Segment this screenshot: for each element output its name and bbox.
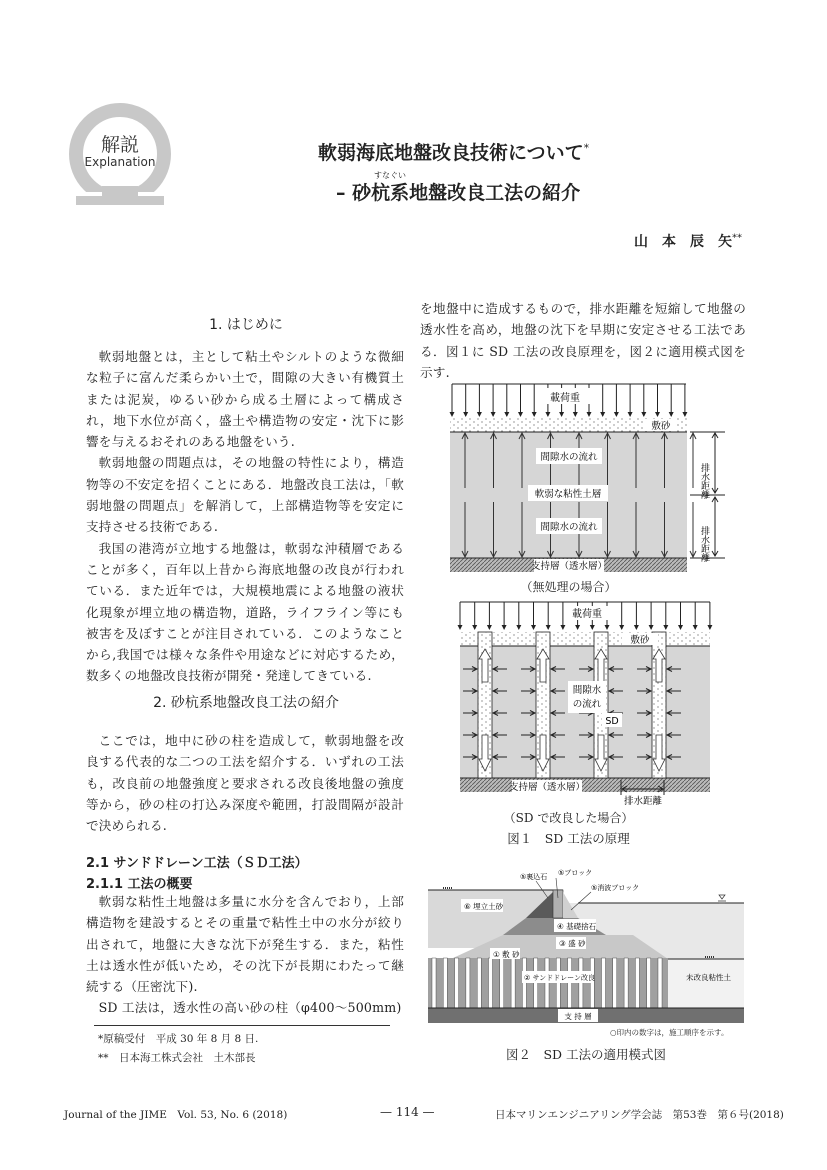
footnote-1: *原稿受付 平成 30 年 8 月 8 日.: [98, 1033, 259, 1045]
figure2-caption: 図２ SD 工法の適用模式図: [505, 1047, 667, 1062]
sand-drain: [477, 958, 481, 1008]
sand-drain: [624, 958, 628, 1008]
label-bearing: 支 持 層: [564, 1012, 592, 1021]
arrowhead-icon: [559, 412, 564, 417]
paragraph: 軟弱地盤の問題点は，その地盤の特性により，構造物等の不安定を招くことにある．地盤改良工法は，「軟弱地盤の問題点」を解消して，上部構造物等を安定に支持させる技術である.: [86, 455, 404, 535]
block: [553, 890, 563, 918]
author-name: 山 本 辰 矢: [634, 234, 732, 250]
bearing-label: 支持層（透水層）: [508, 782, 586, 793]
section1-body: [86, 346, 404, 687]
flow-label-upper: 間隙水の流れ: [540, 452, 598, 463]
label-wave-block: ⑤消波ブロック: [591, 884, 640, 892]
label-sd-improve: ② サンドドレーン改良: [524, 974, 596, 982]
sand-drain: [489, 958, 493, 1008]
arrowhead-icon: [531, 625, 536, 630]
paragraph: 軟弱な粘性土地盤は多量に水分を含んでおり，上部構造物を建設するとその重量で粘性土中の水分が絞り出されて，地盤に大きな沈下が発生する．また，粘性土は透水性が低いため，その沈下が長期にわたって継続する（圧密沈下).: [86, 894, 404, 995]
label-sand-mat: ① 敷 砂: [493, 950, 520, 959]
sand-drain: [635, 958, 639, 1008]
arrowhead-icon: [693, 625, 698, 630]
title-mark: *: [583, 141, 590, 155]
title-dash: –: [336, 182, 346, 204]
arrowhead-icon: [532, 412, 537, 417]
flow-label-lower: 間隙水の流れ: [540, 522, 598, 533]
label-reclaim: ⑥ 埋立土砂: [464, 902, 504, 911]
load-label: 載荷重: [572, 609, 602, 620]
sand-drain: [602, 958, 606, 1008]
arrowhead-icon: [504, 412, 509, 417]
title-sub: 砂杭系地盤改良工法の紹介: [352, 182, 581, 204]
footer-journal-jp: 日本マリンエンジニアリング学会誌 第53巻 第６号(2018): [495, 1109, 784, 1121]
label-block: ⑤ブロック: [558, 869, 593, 877]
arrowhead-icon: [655, 412, 660, 417]
author: [634, 231, 742, 251]
clay-label: 軟弱な粘性土層: [534, 489, 602, 500]
label-fill-sand: ③ 盛 砂: [559, 939, 586, 948]
sand-drain: [466, 958, 470, 1008]
section211-heading: 2.1.1 工法の概要: [86, 877, 193, 892]
arrowhead-icon: [682, 412, 687, 417]
title-line2: [336, 178, 580, 205]
arrowhead-icon: [463, 412, 468, 417]
footnote-2: ** 日本海工株式会社 土木部長: [98, 1052, 256, 1064]
author-mark: **: [732, 232, 742, 244]
sand-mat-label: 敷砂: [630, 635, 650, 646]
sand-drain: [500, 958, 504, 1008]
badge-jp: 解説: [100, 134, 139, 156]
title-ruby: すなぐい: [374, 171, 406, 180]
arrowhead-icon: [678, 625, 683, 630]
section1-heading: 1. はじめに: [209, 317, 283, 333]
arrowhead-icon: [587, 412, 592, 417]
paragraph: SD 工法は，透水性の高い砂の柱（φ400～500mm): [98, 1000, 402, 1016]
section2-body: [86, 730, 404, 836]
sand-drain: [432, 958, 436, 1008]
arrowhead-icon: [628, 412, 633, 417]
sand-mat-label: 敷砂: [651, 421, 671, 432]
flow-label-2: の流れ: [572, 699, 602, 710]
figure1-sd-caption: （SD で改良した場合）: [503, 811, 634, 825]
footer-journal: Journal of the JIME Vol. 53, No. 6 (2018): [64, 1109, 288, 1121]
sand-drain: [443, 958, 447, 1008]
drain-dist-label-1: 排水距離: [699, 463, 709, 499]
arrowhead-icon: [472, 625, 477, 630]
arrowhead-icon: [477, 412, 482, 417]
sand-drain: [511, 958, 515, 1008]
arrowhead-icon: [502, 625, 507, 630]
arrowhead-icon: [600, 412, 605, 417]
sand-drain: [613, 958, 617, 1008]
title-line1: [318, 138, 589, 165]
arrowhead-icon: [458, 625, 463, 630]
label-foundation: ④ 基礎捨石: [557, 922, 597, 931]
arrowhead-icon: [575, 625, 580, 630]
arrowhead-icon: [614, 412, 619, 417]
footnote-divider: [94, 1025, 390, 1026]
arrowhead-icon: [649, 625, 654, 630]
figure1-sd: [440, 597, 730, 809]
arrowhead-icon: [707, 625, 712, 630]
drain-dist-label-2: 排水距離: [699, 526, 709, 562]
arrowhead-icon: [545, 412, 550, 417]
section21-continued: を地盤中に造成するもので，排水距離を短縮して地盤の透水性を高め，地盤の沈下を早期に安定させる工法である．図１に SD 工法の改良原理を，図２に適用模式図を示す.: [420, 301, 746, 380]
sand-drain: [658, 958, 662, 1008]
figure1-untreated-caption: （無処理の場合）: [520, 580, 617, 594]
badge-en: Explanation: [84, 155, 156, 169]
footer-page-number: — 114 —: [380, 1105, 435, 1119]
arrowhead-icon: [669, 412, 674, 417]
figure2-note: ○印内の数字は，施工順序を示す。: [610, 1028, 729, 1037]
title-main: 軟弱海底地盤改良技術について: [318, 142, 584, 164]
paragraph: ここでは，地中に砂の柱を造成して，軟弱地盤を改良する代表的な二つの工法を紹介する．いずれの工法も，改良前の地盤強度と要求される改良後地盤の強度等から，砂の柱の打込み深度や範囲，打設間隔が設計で決められる.: [86, 733, 404, 834]
load-label: 載荷重: [550, 393, 580, 404]
arrowhead-icon: [605, 625, 610, 630]
paragraph: 軟弱地盤とは，主として粘土やシルトのような微細な粒子に富んだ柔らかい土で，間隙の大きい有機質土または泥炭，ゆるい砂から成る土層によって構成され，地下水位が高く，盛土や構造物の安定・沈下に影響を与えるおそれのある地盤をいう.: [86, 349, 404, 450]
figure1-untreated: [440, 378, 730, 578]
unimproved-clay: [668, 959, 744, 1008]
paragraph: 我国の港湾が立地する地盤は，軟弱な沖積層であることが多く，百年以上昔から海底地盤の改良が行われている．また近年では，大規模地震による地盤の液状化現象が埋立地の構造物，道路，ライフライン等にも被害を及ぼすことが注目されている．このようなことから,我国では様々な条件や用途などに対応するため，数多くの地盤改良技術が開発・発達してきている.: [86, 540, 404, 684]
sand-drain: [647, 958, 651, 1008]
arrowhead-icon: [590, 625, 595, 630]
arrowhead-icon: [573, 412, 578, 417]
sd-label: SD: [605, 716, 619, 727]
arrowhead-icon: [663, 625, 668, 630]
figure1-caption: 図１ SD 工法の原理: [507, 831, 630, 846]
arrowhead-icon: [634, 625, 639, 630]
arrowhead-icon: [619, 625, 624, 630]
sand-drain: [455, 958, 459, 1008]
bearing-label: 支持層（透水層）: [530, 561, 608, 572]
arrowhead-icon: [491, 412, 496, 417]
label-unimproved: 未改良粘性土: [686, 973, 731, 982]
drain-dist-label: 排水距離: [623, 796, 663, 807]
section21-body: [86, 891, 404, 1019]
explanation-badge: [64, 100, 176, 220]
arrowhead-icon: [516, 625, 521, 630]
arrowhead-icon: [641, 412, 646, 417]
arrowhead-icon: [518, 412, 523, 417]
arrowhead-icon: [487, 625, 492, 630]
section21-heading: 2.1 サンドドレーン工法（ＳＤ工法）: [86, 856, 308, 871]
flow-label-1: 間隙水: [572, 685, 602, 696]
arrowhead-icon: [546, 625, 551, 630]
figure2-diagram: [428, 868, 744, 1030]
arrowhead-icon: [450, 412, 455, 417]
label-backfill-stone: ⑤裏込石: [520, 873, 548, 881]
arrowhead-icon: [560, 625, 565, 630]
section2-heading: 2. 砂杭系地盤改良工法の紹介: [153, 695, 339, 711]
